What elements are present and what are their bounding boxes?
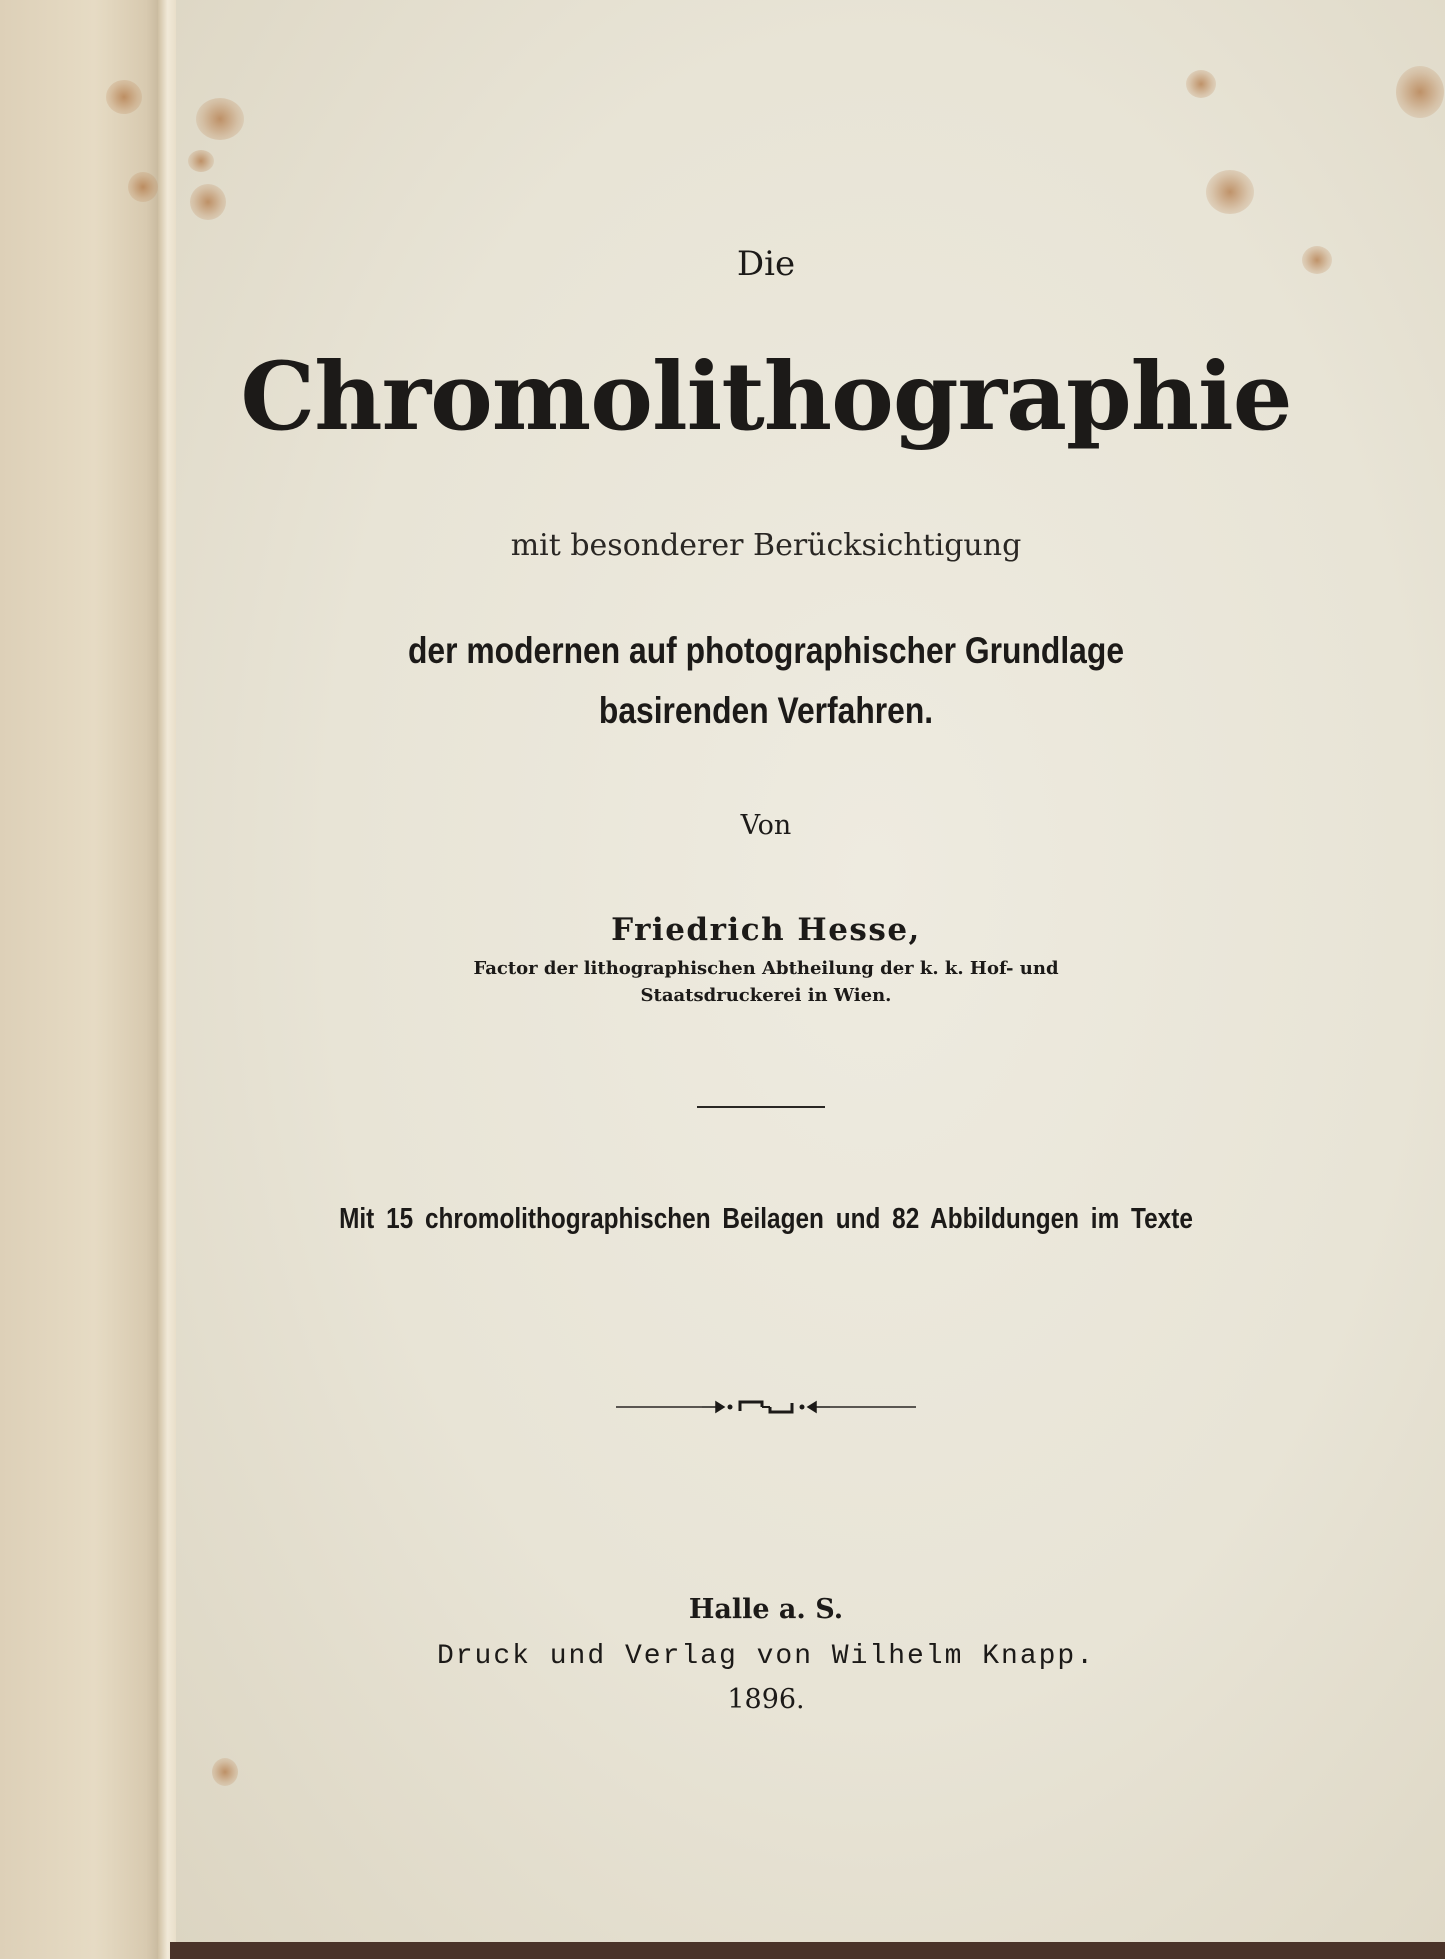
book-cover-edge xyxy=(170,1942,1445,1959)
subtitle-bold-line-2: basirenden Verfahren. xyxy=(598,690,934,731)
page-title: Chromolithographie xyxy=(240,342,1292,452)
foxing-spot xyxy=(1206,170,1254,214)
author-name: Friedrich Hesse, xyxy=(611,912,921,948)
author-affiliation-line-1: Factor der lithographischen Abtheilung der k. k. Hof- und xyxy=(473,958,1059,979)
foxing-spot xyxy=(212,1758,238,1786)
foxing-spot xyxy=(196,98,244,140)
by-line: Von xyxy=(740,810,792,841)
subtitle-bold-line-1: der modernen auf photographischer Grundlage xyxy=(407,630,1125,671)
publisher-line: Druck und Verlag von Wilhelm Knapp. xyxy=(436,1641,1096,1672)
left-page xyxy=(0,0,172,1959)
foxing-spot xyxy=(1186,70,1216,98)
decorative-rule-ornament-icon xyxy=(616,1394,916,1420)
subtitle: mit besonderer Berücksichtigung xyxy=(510,528,1022,563)
illustrations-note: Mit 15 chromolithographischen Beilagen und 82 Abbildungen im Texte xyxy=(339,1203,1193,1235)
divider-rule xyxy=(697,1106,825,1108)
title-article: Die xyxy=(736,244,796,284)
foxing-spot xyxy=(1396,66,1444,118)
publication-place: Halle a. S. xyxy=(688,1594,844,1625)
foxing-spot xyxy=(106,80,142,114)
publication-year: 1896. xyxy=(727,1684,805,1715)
author-affiliation-line-2: Staatsdruckerei in Wien. xyxy=(640,985,892,1006)
foxing-spot xyxy=(188,150,214,172)
foxing-spot xyxy=(190,184,226,220)
foxing-spot xyxy=(128,172,158,202)
